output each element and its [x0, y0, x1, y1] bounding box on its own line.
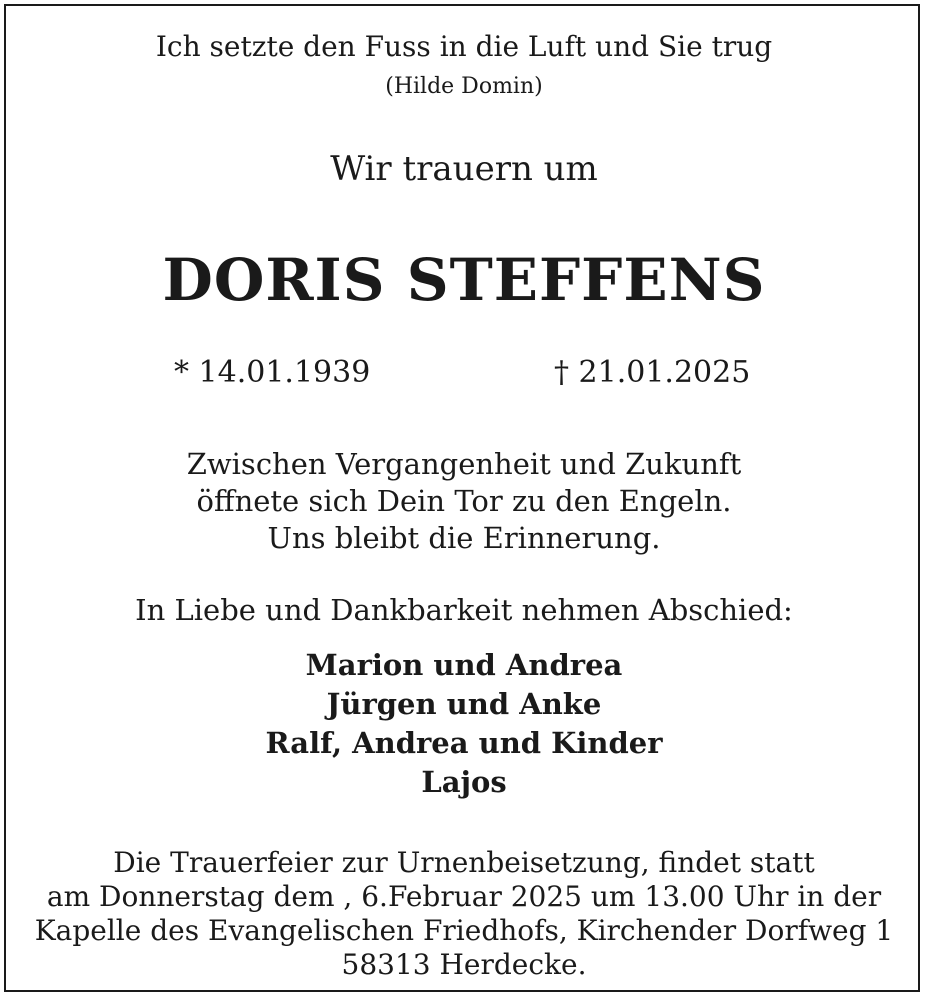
deceased-name: DORIS STEFFENS: [162, 246, 766, 314]
motto-author: (Hilde Domin): [385, 74, 543, 99]
verse-line: Zwischen Vergangenheit und Zukunft: [186, 447, 742, 481]
farewell-text: In Liebe und Dankbarkeit nehmen Abschied:: [135, 593, 793, 627]
service-line: Die Trauerfeier zur Urnenbeisetzung, findet statt: [113, 846, 815, 879]
intro-text: Wir trauern um: [330, 149, 598, 189]
mourner: Lajos: [421, 765, 507, 799]
mourners-list: [0, 646, 928, 802]
service-info: [0, 846, 928, 982]
service-line: 58313 Herdecke.: [341, 948, 587, 981]
motto-quote: Ich setzte den Fuss in die Luft und Sie trug: [155, 30, 773, 63]
mourner: Jürgen und Anke: [326, 687, 602, 721]
mourner: Marion und Andrea: [305, 648, 623, 682]
verse-line: öffnete sich Dein Tor zu den Engeln.: [196, 484, 732, 518]
verse-line: Uns bleibt die Erinnerung.: [267, 521, 661, 555]
death-date: † 21.01.2025: [554, 355, 751, 390]
verse: [0, 446, 928, 557]
mourner: Ralf, Andrea und Kinder: [265, 726, 663, 760]
service-line: Kapelle des Evangelischen Friedhofs, Kirchender Dorfweg 1: [34, 914, 894, 947]
service-line: am Donnerstag dem , 6.Februar 2025 um 13.00 Uhr in der: [46, 880, 882, 913]
birth-date: * 14.01.1939: [174, 355, 371, 390]
